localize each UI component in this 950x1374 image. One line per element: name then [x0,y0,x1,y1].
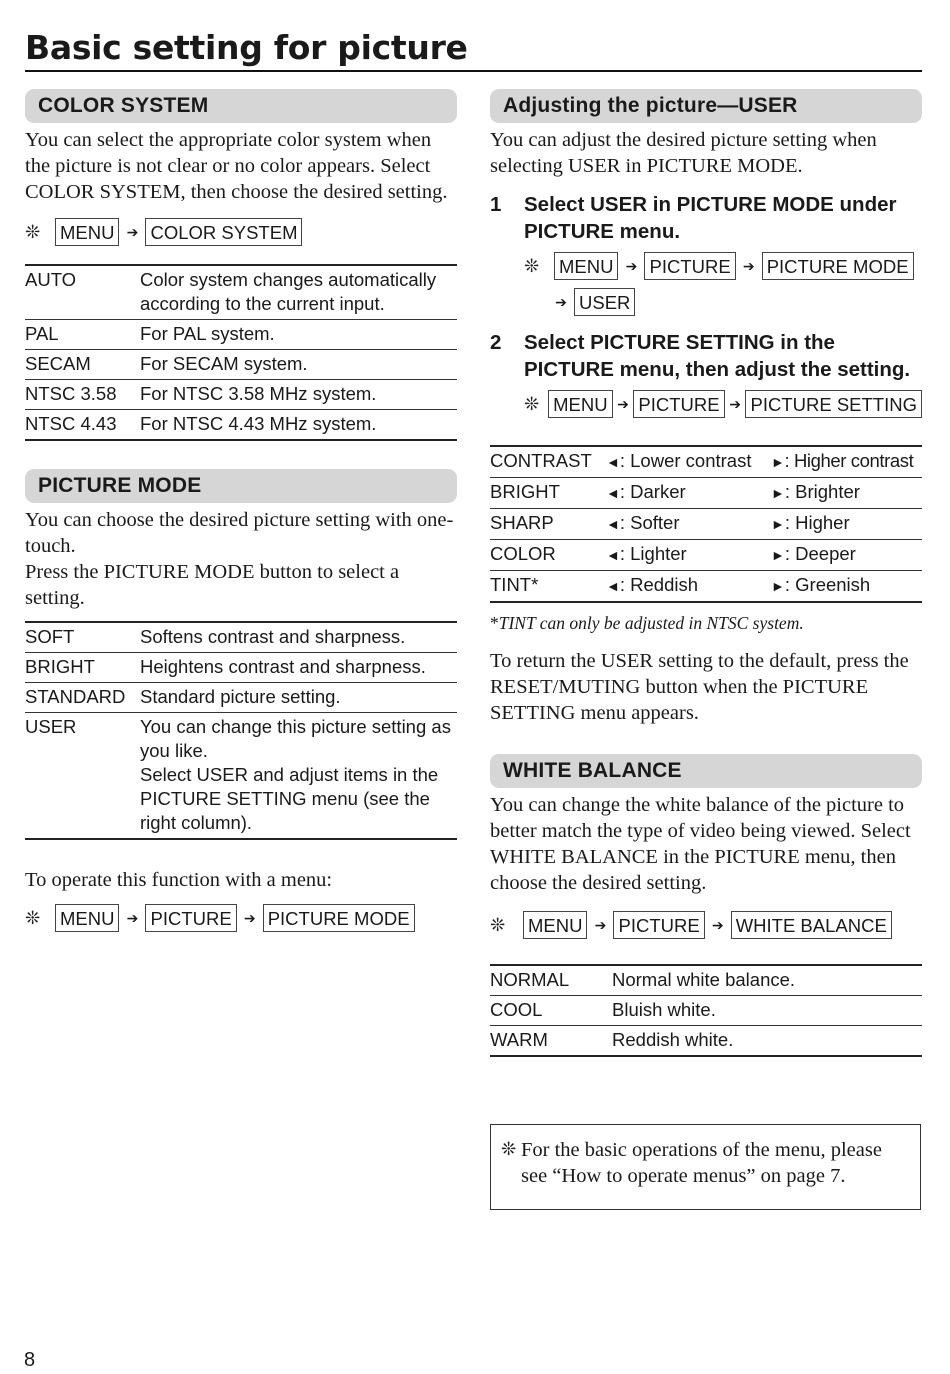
step-2 [490,329,922,383]
table-row [25,622,457,653]
table-row [490,965,922,996]
table-row [25,265,457,320]
menu-star-icon: ❊ [25,907,41,929]
menu-box: PICTURE [145,904,236,932]
right-triangle-icon: ► [771,578,785,594]
table-row [490,540,922,571]
menu-star-icon: ❊ [524,255,540,277]
color-system-menu-path [25,217,457,247]
setting-left [606,478,771,509]
setting-item: BRIGHT [490,478,606,509]
page-title: Basic setting for picture [25,28,468,67]
option-desc: For PAL system. [140,320,457,350]
color-system-table [25,264,457,441]
table-row [490,571,922,603]
menu-operations-note [490,1124,921,1210]
setting-right-text: : Higher contrast [784,450,914,471]
option-desc-line: You can change this picture setting as you like. [140,716,451,761]
left-triangle-icon: ◄ [606,547,620,563]
color-system-heading: COLOR SYSTEM [25,89,457,123]
setting-left [606,540,771,571]
setting-left [606,509,771,540]
menu-box: MENU [554,252,618,280]
option-desc [140,713,457,840]
option-term: STANDARD [25,683,140,713]
note-text: For the basic operations of the menu, please see “How to operate menus” on page 7. [521,1139,882,1187]
right-column [490,89,922,1057]
arrow-icon: ➔ [625,257,638,274]
step-1-menu-path-cont [490,287,922,317]
picture-mode-body-line: You can choose the desired picture setting with one-touch. [25,509,454,557]
arrow-icon: ➔ [126,909,139,926]
picture-mode-body-line: Press the PICTURE MODE button to select a setting. [25,561,400,609]
white-balance-menu-path [490,910,922,940]
page-number: 8 [24,1349,36,1371]
setting-right [771,478,922,509]
arrow-icon: ➔ [617,395,629,412]
menu-box: PICTURE MODE [263,904,415,932]
step-1 [490,191,922,245]
user-body: You can adjust the desired picture setting when selecting USER in PICTURE MODE. [490,129,877,177]
setting-left-text: : Lighter [619,543,687,564]
setting-item: COLOR [490,540,606,571]
color-system-body: You can select the appropriate color system when the picture is not clear or no color appears. Select COLOR SYSTEM, then choose the desired setting. [25,129,448,203]
setting-left-text: : Darker [619,481,686,502]
picture-mode-menu-path [25,903,457,933]
menu-box: PICTURE MODE [762,252,914,280]
menu-star-icon: ❊ [490,914,506,936]
left-triangle-icon: ◄ [606,485,620,501]
option-desc: For NTSC 4.43 MHz system. [140,410,457,441]
table-row [490,996,922,1026]
table-row [25,320,457,350]
table-row [490,509,922,540]
menu-box: PICTURE [613,911,704,939]
arrow-icon: ➔ [126,223,139,240]
picture-setting-table [490,445,922,603]
option-desc: Bluish white. [612,996,922,1026]
menu-box: COLOR SYSTEM [145,218,302,246]
step-2-menu-path [490,389,922,419]
option-term: WARM [490,1026,612,1057]
table-row [25,410,457,441]
footnote-mark: * [490,613,499,633]
table-row [25,350,457,380]
setting-right-text: : Greenish [784,574,871,595]
white-balance-table [490,964,922,1057]
menu-box: WHITE BALANCE [731,911,892,939]
menu-star-icon: ❊ [524,393,540,415]
step-text: Select USER in PICTURE MODE under PICTURE menu. [524,193,897,243]
table-row [490,1026,922,1057]
option-desc: For NTSC 3.58 MHz system. [140,380,457,410]
arrow-icon: ➔ [594,916,607,933]
menu-box: MENU [55,218,119,246]
arrow-icon: ➔ [555,293,567,310]
left-column [25,89,457,933]
table-row [490,478,922,509]
setting-right [771,571,922,603]
option-term: PAL [25,320,140,350]
setting-right-text: : Brighter [784,481,860,502]
right-triangle-icon: ► [771,485,785,501]
setting-left [606,571,771,603]
setting-right [771,446,922,478]
tint-footnote [490,613,922,634]
left-triangle-icon: ◄ [606,516,620,532]
setting-item: SHARP [490,509,606,540]
operate-text: To operate this function with a menu: [25,869,333,891]
setting-right [771,540,922,571]
option-term: NORMAL [490,965,612,996]
right-triangle-icon: ► [771,547,785,563]
menu-star-icon: ❊ [25,221,41,243]
user-heading: Adjusting the picture—USER [490,89,922,123]
reset-text: To return the USER setting to the default, press the RESET/MUTING button when the PICTURE SETTING menu appears. [490,650,909,724]
table-row [490,446,922,478]
left-triangle-icon: ◄ [606,454,620,470]
option-desc: Color system changes automatically according to the current input. [140,265,457,320]
table-row [25,380,457,410]
setting-left-text: : Softer [619,512,680,533]
option-desc-line: Select USER and adjust items in the PICTURE SETTING menu (see the right column). [140,764,439,833]
step-number: 2 [490,331,502,354]
arrow-icon: ➔ [711,916,724,933]
arrow-icon: ➔ [729,395,741,412]
menu-box: PICTURE [633,390,724,418]
menu-box: USER [574,288,635,316]
table-row [25,683,457,713]
option-term: COOL [490,996,612,1026]
left-triangle-icon: ◄ [606,578,620,594]
menu-box: MENU [55,904,119,932]
setting-left [606,446,771,478]
menu-box: PICTURE SETTING [745,390,922,418]
option-term: SECAM [25,350,140,380]
setting-left-text: : Reddish [619,574,699,595]
option-term: SOFT [25,622,140,653]
setting-left-text: : Lower contrast [619,450,752,471]
option-term: NTSC 3.58 [25,380,140,410]
white-balance-heading: WHITE BALANCE [490,754,922,788]
arrow-icon: ➔ [243,909,256,926]
step-number: 1 [490,193,502,216]
option-desc: Reddish white. [612,1026,922,1057]
picture-mode-heading: PICTURE MODE [25,469,457,503]
option-term: USER [25,713,140,840]
note-star-icon: ❊ [501,1139,517,1160]
menu-box: MENU [548,390,612,418]
footnote-text: TINT can only be adjusted in NTSC system. [498,613,804,633]
picture-mode-table [25,621,457,840]
option-desc: Normal white balance. [612,965,922,996]
setting-right [771,509,922,540]
arrow-icon: ➔ [742,257,755,274]
right-triangle-icon: ► [771,454,785,470]
option-desc: Heightens contrast and sharpness. [140,653,457,683]
menu-box: PICTURE [644,252,735,280]
option-term: BRIGHT [25,653,140,683]
option-desc: For SECAM system. [140,350,457,380]
setting-item: TINT* [490,571,606,603]
setting-item: CONTRAST [490,446,606,478]
option-term: AUTO [25,265,140,320]
option-desc: Standard picture setting. [140,683,457,713]
table-row [25,713,457,840]
table-row [25,653,457,683]
picture-mode-body [25,507,457,611]
step-1-menu-path [490,251,922,281]
menu-box: MENU [523,911,587,939]
option-desc: Softens contrast and sharpness. [140,622,457,653]
option-term: NTSC 4.43 [25,410,140,441]
title-rule [25,70,922,72]
setting-right-text: : Higher [784,512,850,533]
white-balance-body: You can change the white balance of the picture to better match the type of video being viewed. Select WHITE BALANCE in the PICTURE menu, then choose the desired setting. [490,794,911,894]
step-text: Select PICTURE SETTING in the PICTURE menu, then adjust the setting. [524,331,911,381]
setting-right-text: : Deeper [784,543,856,564]
right-triangle-icon: ► [771,516,785,532]
